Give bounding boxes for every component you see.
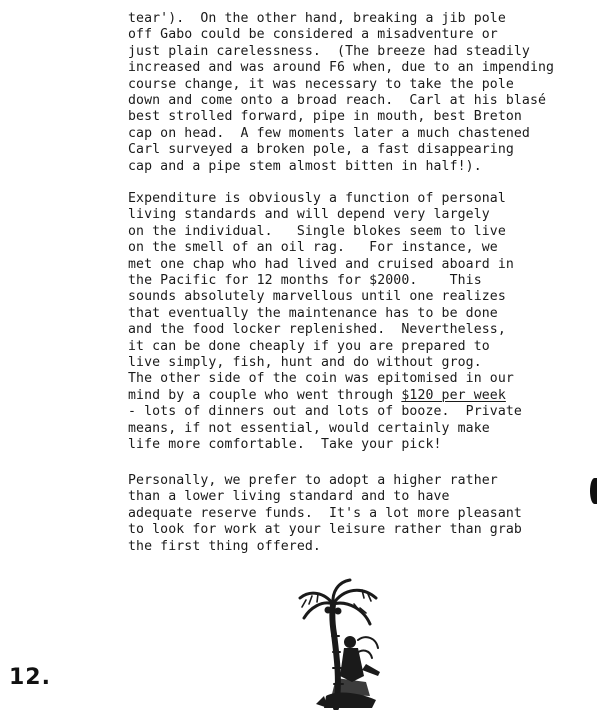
binding-hole-mark <box>590 478 597 504</box>
text-line: the Pacific for 12 months for $2000. This <box>128 273 482 289</box>
text-line: down and come onto a broad reach. Carl at his blasé <box>128 93 547 109</box>
text-line: met one chap who had lived and cruised aboard in <box>128 256 514 272</box>
text-line: increased and was around F6 when, due to an impending <box>128 60 555 76</box>
text-line: tear'). On the other hand, breaking a jib pole <box>128 11 506 26</box>
text-line: the first thing offered. <box>128 538 321 554</box>
text-line: - lots of dinners out and lots of booze. Private <box>128 404 522 420</box>
text-line: Personally, we prefer to adopt a higher rather <box>128 473 498 488</box>
text-line: to look for work at your leisure rather than grab <box>128 522 522 538</box>
text-line: course change, it was necessary to take the pole <box>128 76 514 92</box>
text-line: cap and a pipe stem almost bitten in half!). <box>128 158 482 174</box>
page-number: 12. <box>9 665 51 690</box>
text-line: adequate reserve funds. It's a lot more pleasant <box>128 505 522 521</box>
text-line: mind by a couple who went through <box>128 387 402 403</box>
text-line: The other side of the coin was epitomised in our <box>128 371 514 387</box>
text-line: than a lower living standard and to have <box>128 489 450 505</box>
text-line: off Gabo could be considered a misadventure or <box>128 27 498 43</box>
text-line: on the smell of an oil rag. For instance, we <box>128 240 498 256</box>
paragraph-expenditure <box>128 191 588 454</box>
text-line: that eventually the maintenance has to be done <box>128 305 498 321</box>
text-line: on the individual. Single blokes seem to live <box>128 223 506 239</box>
text-line: sounds absolutely marvellous until one realizes <box>128 289 506 305</box>
text-line: it can be done cheaply if you are prepared to <box>128 338 490 354</box>
text-line: and the food locker replenished. Nevertheless, <box>128 322 506 338</box>
paragraph-jib-pole <box>128 11 588 175</box>
text-line: life more comfortable. Take your pick! <box>128 437 442 453</box>
text-line: Expenditure is obviously a function of personal <box>128 191 506 206</box>
text-line: means, if not essential, would certainly make <box>128 420 490 436</box>
text-line: cap on head. A few moments later a much chastened <box>128 125 530 141</box>
text-line: living standards and will depend very largely <box>128 207 490 223</box>
palm-tree-figure-icon <box>296 578 392 710</box>
paragraph-personally <box>128 473 588 555</box>
text-line: just plain carelessness. (The breeze had steadily <box>128 43 530 59</box>
text-line: live simply, fish, hunt and do without grog. <box>128 355 482 371</box>
text-line: Carl surveyed a broken pole, a fast disappearing <box>128 142 514 158</box>
underlined-amount: $120 per week <box>401 387 506 403</box>
text-line: best strolled forward, pipe in mouth, best Breton <box>128 109 522 125</box>
